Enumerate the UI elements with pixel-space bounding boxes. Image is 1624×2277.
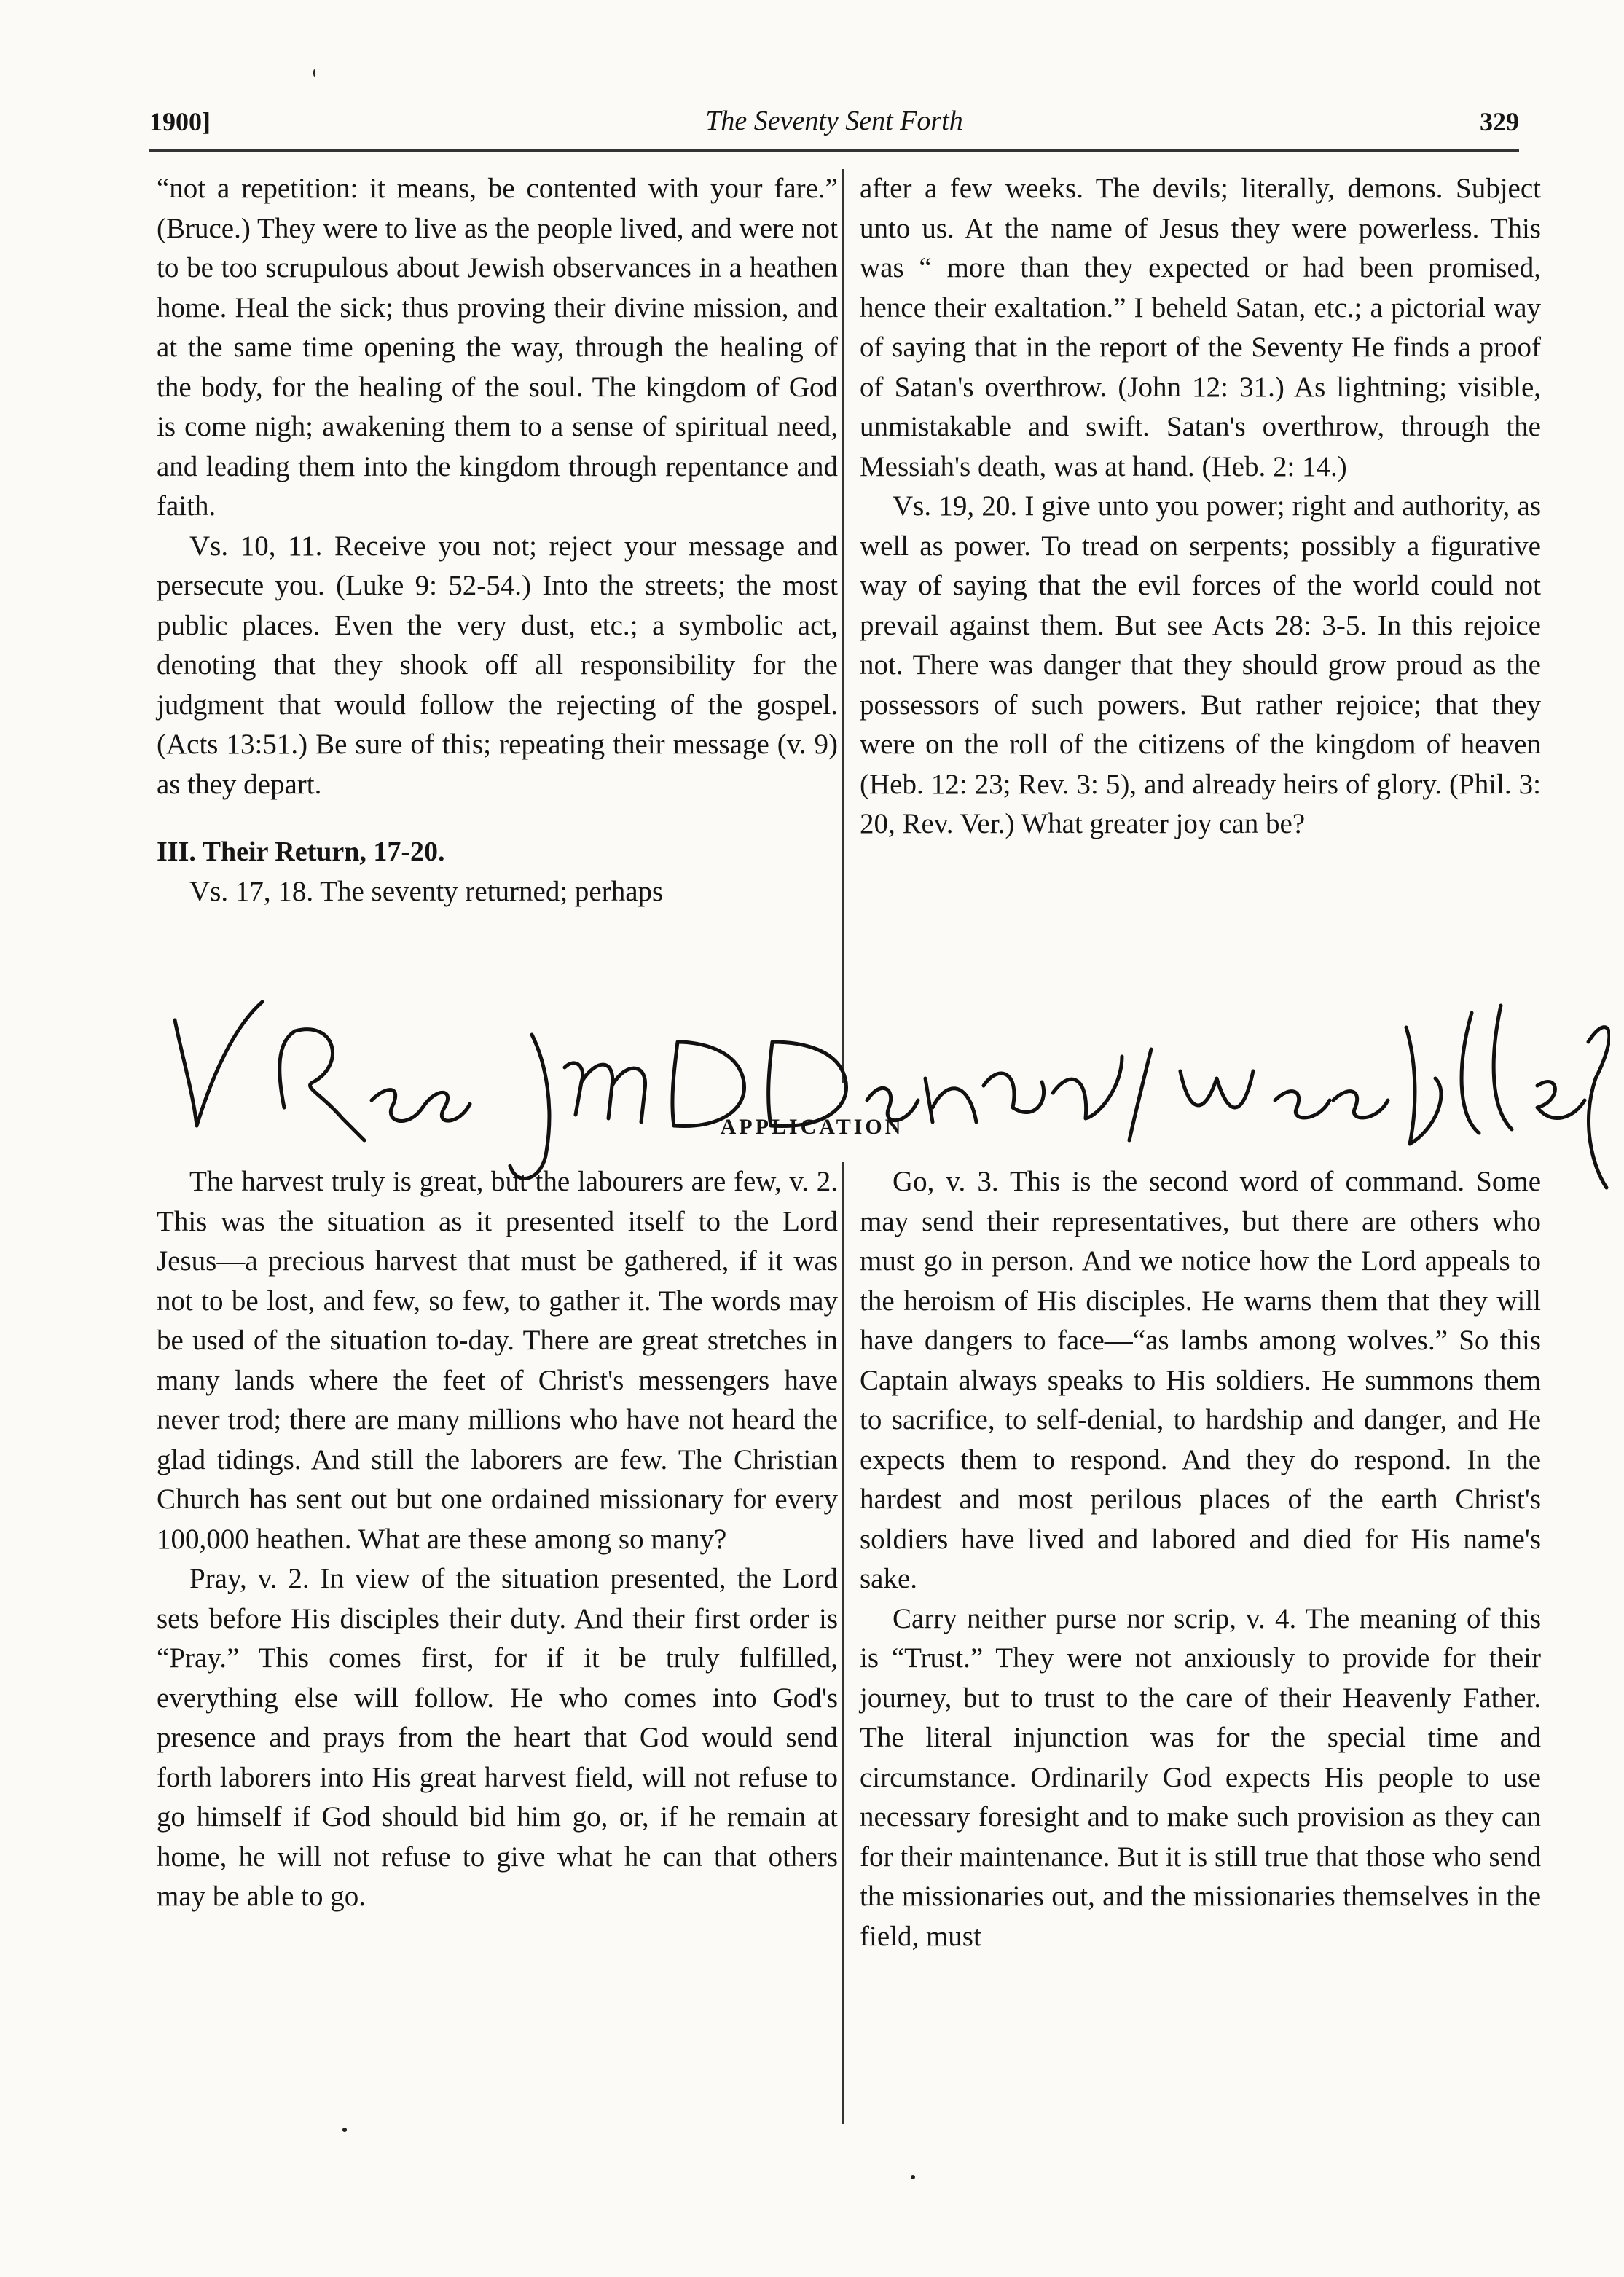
- paragraph: Vs. 10, 11. Receive you not; reject your message and persecute you. (Luke 9: 52-54.) Into the streets; the most public places. Even the very dust, etc.; a symbolic act, denoting that they shook off all responsibility for the judgment that would follow the rejecting of the gospel. (Acts 13:51.) Be sure of this; repeating their message (v. 9) as they depart.: [157, 530, 838, 800]
- ink-speck: [313, 69, 315, 77]
- paragraph: “not a repetition: it means, be contented with your fare.” (Bruce.) They were to live as the people lived, and were not to be too scrupulous about Jewish observances in a heathen home. Heal the sick; thus proving their divine mission, and at the same time opening the way, through the healing of the body, for the healing of the soul. The kingdom of God is come nigh; awakening them to a sense of spiritual need, and leading them into the kingdom through repentance and faith.: [157, 173, 838, 522]
- ink-speck: [911, 2175, 915, 2179]
- paragraph: after a few weeks. The devils; literally, demons. Subject unto us. At the name of Jesus they were powerless. This was “ more than they expected or had been promised, hence their exaltation.” I beheld Satan, etc.; a pictorial way of saying that in the report of the Seventy He finds a proof of Satan's overthrow. (John 12: 31.) As lightning; visible, unmistakable and swift. Satan's overthrow, through the Messiah's death, was at hand. (Heb. 2: 14.): [860, 173, 1541, 482]
- page-number: 329: [1480, 107, 1519, 136]
- ink-speck: [342, 2128, 347, 2132]
- paragraph: Vs. 17, 18. The seventy returned; perhaps: [189, 875, 664, 907]
- header-year: 1900]: [149, 107, 211, 136]
- paragraph: Pray, v. 2. In view of the situation presented, the Lord sets before His disciples their duty. And their first order is “Pray.” This comes first, for if it be truly fulfilled, everything else will follow. He who comes into God's presence and prays from the heart that God would send forth laborers into His great harvest field, will not refuse to go himself if God should bid him go, or, if he remain at home, he will not refuse to give what he can that others may be able to go.: [157, 1563, 838, 1912]
- paragraph: Vs. 19, 20. I give unto you power; right and authority, as well as power. To tread on serpents; possibly a figurative way of saying that the evil forces of the world could not prevail against them. But see Acts 28: 3-5. In this rejoice not. There was danger that they should grow proud as the possessors of such powers. But rather rejoice; that they were on the roll of the citizens of the kingdom of heaven (Heb. 12: 23; Rev. 3: 5), and already heirs of glory. (Phil. 3: 20, Rev. Ver.) What greater joy can be?: [860, 490, 1541, 839]
- left-column-top: [157, 169, 838, 912]
- header-rule: [149, 149, 1519, 152]
- header-title: The Seventy Sent Forth: [705, 106, 963, 136]
- left-column-bottom: [157, 1162, 838, 1917]
- application-heading: APPLICATION: [720, 1115, 904, 1139]
- right-column-top: [860, 169, 1541, 844]
- paragraph: Carry neither purse nor scrip, v. 4. The meaning of this is “Trust.” They were not anxiously to provide for their journey, but to trust to the care of their Heavenly Father. The literal injunction was for the special time and circumstance. Ordinarily God expects His people to use necessary foresight and to make such provision as they can for their maintenance. But it is still true that those who send the missionaries out, and the missionaries themselves in the field, must: [860, 1602, 1541, 1952]
- column-divider: [842, 169, 844, 1083]
- paragraph: The harvest truly is great, but the labourers are few, v. 2. This was the situation as it presented itself to the Lord Jesus—a precious harvest that must be gathered, if it was not to be lost, and few, so few, to gather it. The words may be used of the situation to-day. There are great stretches in many lands where the feet of Christ's messengers have never trod; there are many millions who have not heard the glad tidings. And still the laborers are few. The Christian Church has sent out but one ordained missionary for every 100,000 heathen. What are these among so many?: [157, 1166, 838, 1555]
- paragraph: Go, v. 3. This is the second word of command. Some may send their representatives, but there are others who must go in person. And we notice how the Lord appeals to the heroism of His disciples. He warns them that they will have dangers to face—“as lambs among wolves.” So this Captain always speaks to His soldiers. He summons them to sacrifice, to self-denial, to hardship and danger, and He expects them to respond. And they do respond. In the hardest and most perilous places of the earth Christ's soldiers have lived and labored and died for His name's sake.: [860, 1166, 1541, 1594]
- section-heading: III. Their Return, 17-20.: [157, 836, 445, 867]
- column-divider: [842, 1162, 844, 2124]
- running-header: [149, 102, 1519, 146]
- right-column-bottom: [860, 1162, 1541, 1956]
